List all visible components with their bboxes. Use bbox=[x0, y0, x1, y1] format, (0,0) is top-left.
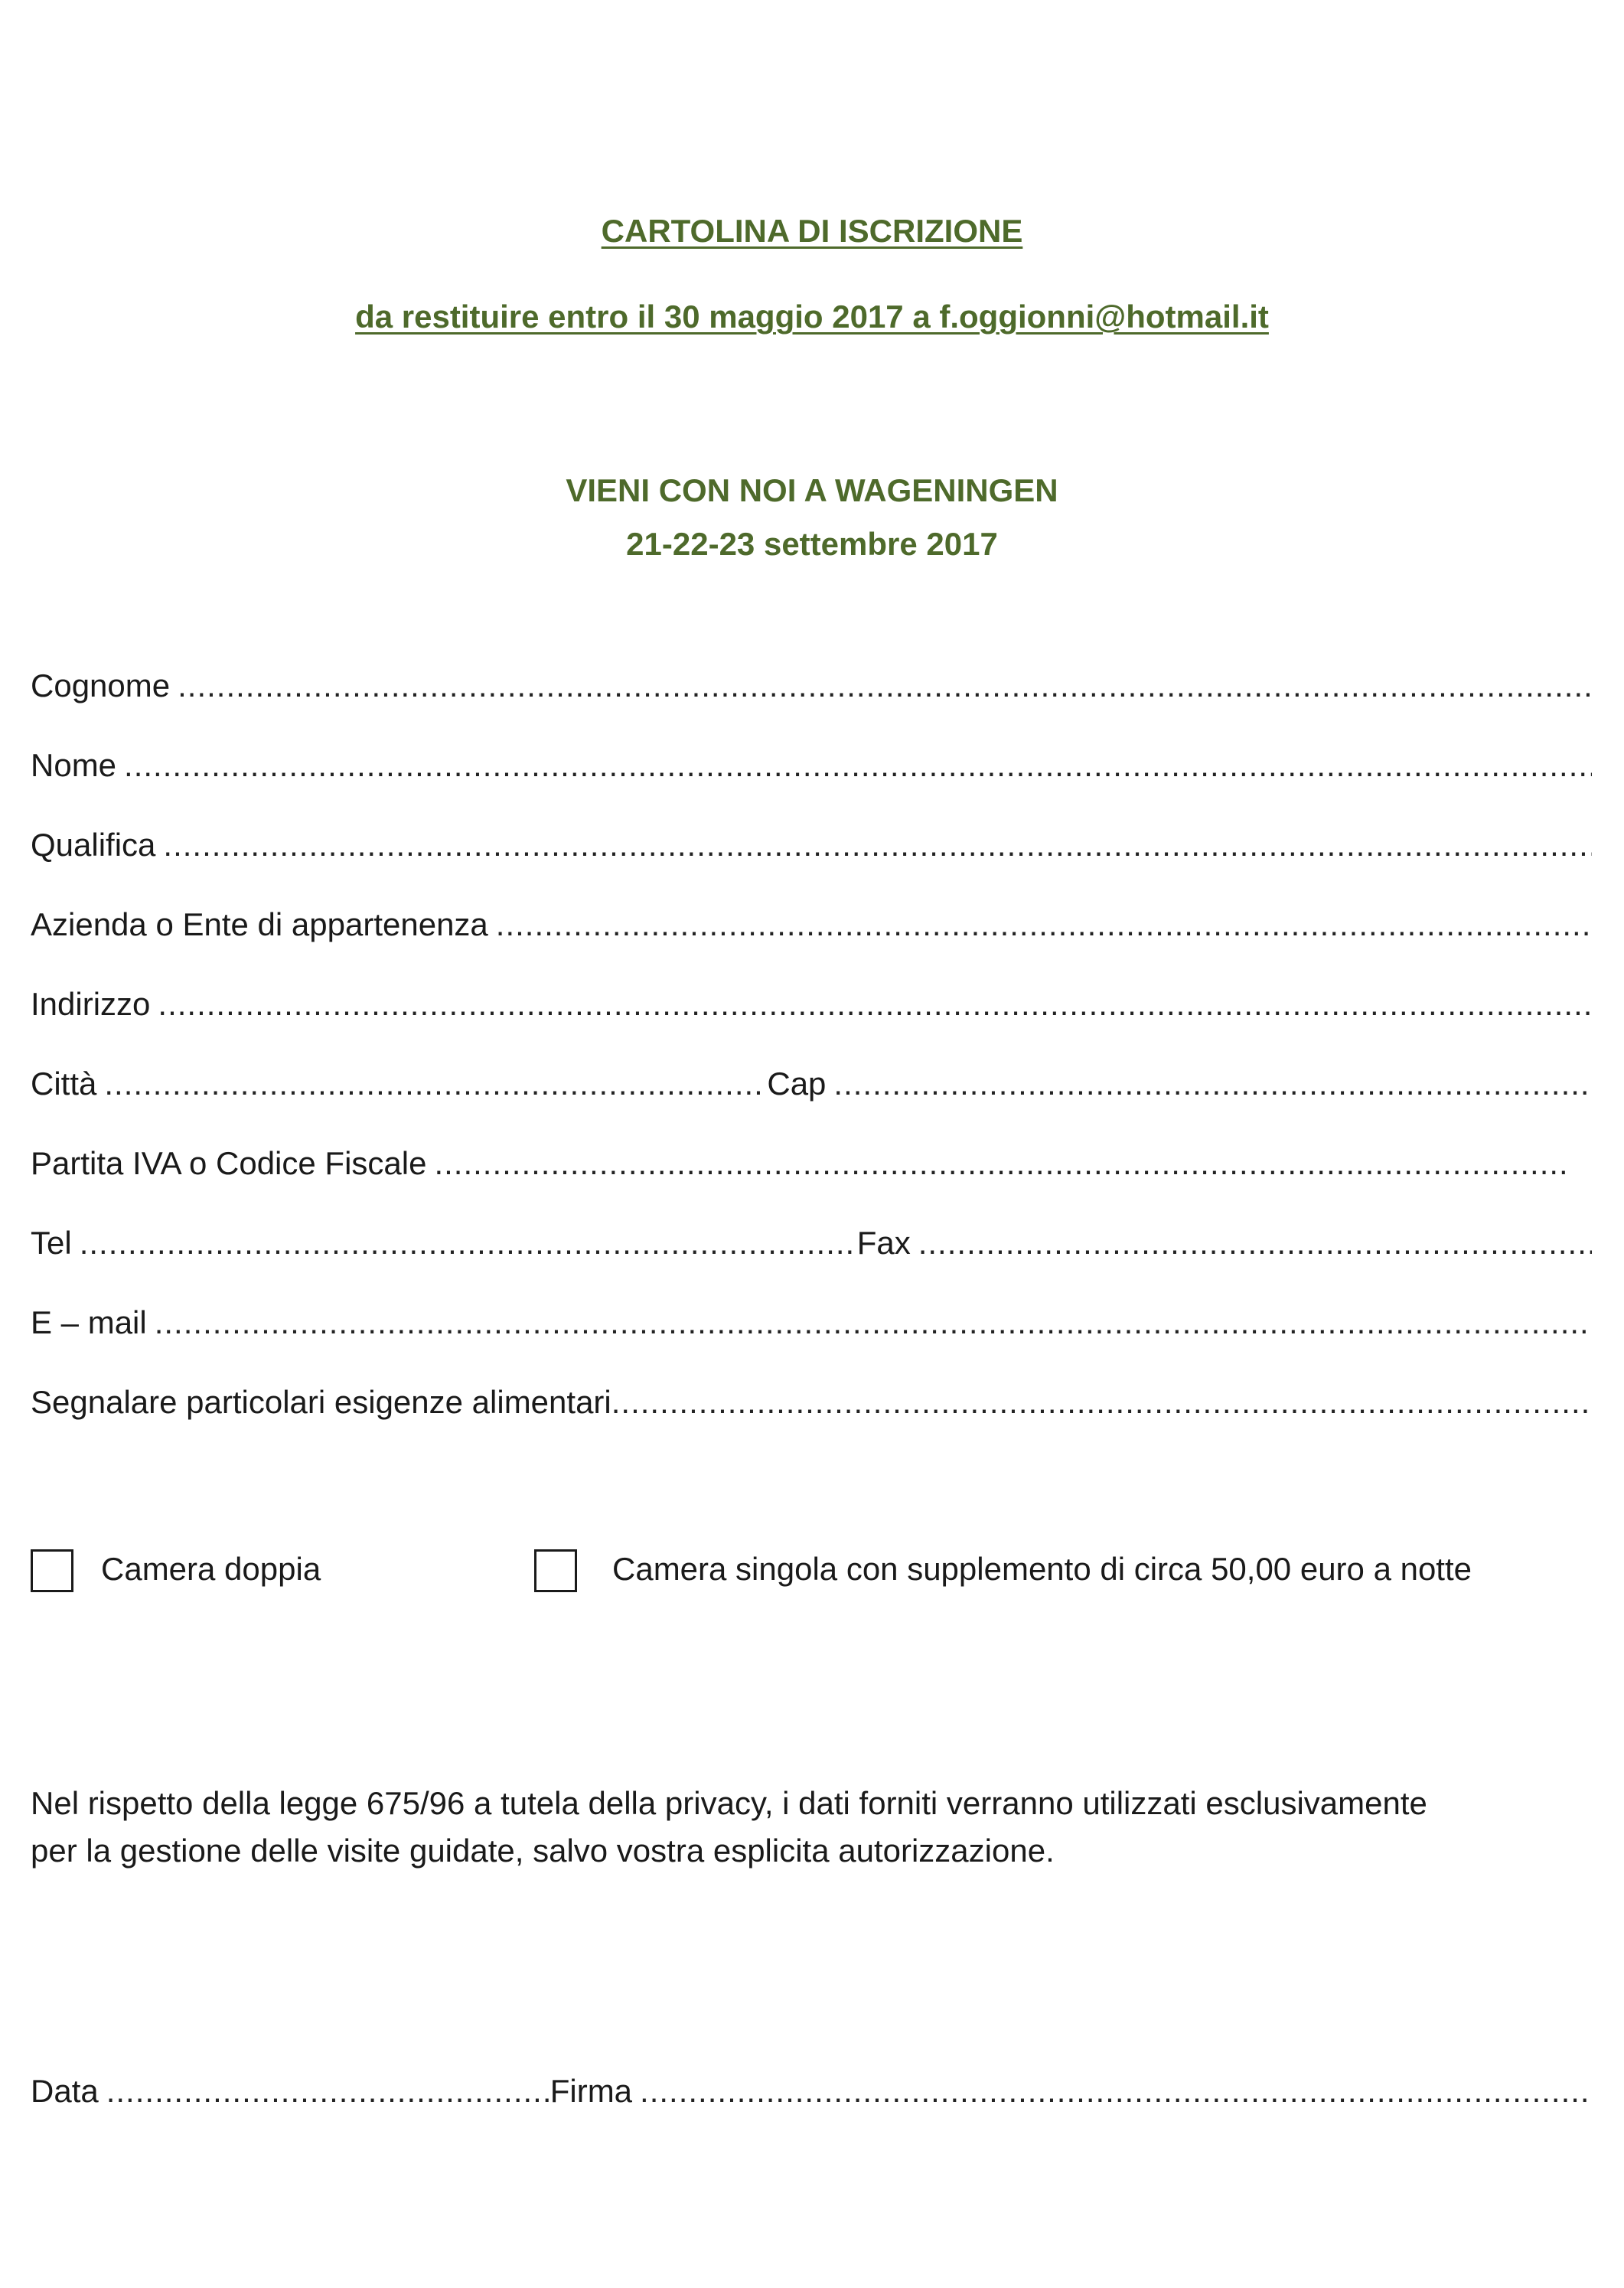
signature-row[interactable] bbox=[31, 2073, 1592, 2119]
azienda-label: Azienda o Ente di appartenenza bbox=[31, 906, 488, 942]
indirizzo-blank[interactable] bbox=[158, 986, 1592, 1023]
data-blank[interactable] bbox=[106, 2073, 550, 2110]
return-deadline bbox=[0, 299, 1624, 335]
cognome-label: Cognome bbox=[31, 667, 171, 703]
fax-blank[interactable] bbox=[918, 1225, 1592, 1262]
privacy-line-2: per la gestione delle visite guidate, salvo vostra esplicita autorizzazione. bbox=[31, 1833, 1055, 1869]
tel-label: Tel bbox=[31, 1225, 72, 1261]
partita-iva-blank[interactable] bbox=[434, 1145, 1569, 1182]
firma-label: Firma bbox=[549, 2073, 633, 2109]
camera-doppia-label: Camera doppia bbox=[101, 1551, 321, 1587]
qualifica-blank[interactable] bbox=[163, 827, 1592, 863]
qualifica-label: Qualifica bbox=[31, 827, 156, 863]
privacy-line-1: Nel rispetto della legge 675/96 a tutela della privacy, i dati forniti verranno utilizzati esclusivamente bbox=[31, 1785, 1427, 1821]
email-blank[interactable] bbox=[155, 1304, 1592, 1341]
email-field[interactable] bbox=[31, 1304, 1592, 1350]
cognome-field[interactable] bbox=[31, 667, 1592, 713]
email-label: E – mail bbox=[31, 1304, 147, 1340]
firma-blank[interactable] bbox=[640, 2073, 1592, 2110]
esigenze-label: Segnalare particolari esigenze alimentari bbox=[31, 1384, 611, 1420]
citta-blank[interactable] bbox=[104, 1066, 762, 1102]
event-title: VIENI CON NOI A WAGENINGEN bbox=[566, 472, 1058, 508]
cognome-blank[interactable] bbox=[178, 667, 1592, 704]
esigenze-blank[interactable] bbox=[611, 1384, 1592, 1421]
indirizzo-field[interactable] bbox=[31, 986, 1592, 1032]
camera-singola-label: Camera singola con supplemento di circa 50,00 euro a notte bbox=[612, 1551, 1472, 1587]
partita-iva-label: Partita IVA o Codice Fiscale bbox=[31, 1145, 427, 1181]
nome-blank[interactable] bbox=[124, 747, 1592, 784]
form-title-text: CARTOLINA DI ISCRIZIONE bbox=[601, 213, 1023, 249]
camera-doppia-checkbox[interactable] bbox=[31, 1549, 73, 1592]
data-label: Data bbox=[31, 2073, 99, 2109]
citta-label: Città bbox=[31, 1066, 97, 1102]
tel-blank[interactable] bbox=[80, 1225, 853, 1262]
tel-fax-field[interactable] bbox=[31, 1225, 1592, 1271]
return-deadline-text: da restituire entro il 30 maggio 2017 a f.oggionni@hotmail.it bbox=[355, 299, 1269, 335]
fax-label: Fax bbox=[856, 1225, 911, 1261]
event-dates: 21-22-23 settembre 2017 bbox=[626, 526, 998, 562]
nome-field[interactable] bbox=[31, 747, 1592, 793]
azienda-field[interactable] bbox=[31, 906, 1592, 952]
form-title bbox=[0, 213, 1624, 250]
privacy-notice bbox=[31, 1780, 1600, 1875]
cap-label: Cap bbox=[767, 1066, 827, 1102]
indirizzo-label: Indirizzo bbox=[31, 986, 151, 1022]
camera-singola-checkbox[interactable] bbox=[534, 1549, 577, 1592]
azienda-blank[interactable] bbox=[496, 906, 1592, 943]
room-options bbox=[31, 1546, 1592, 1600]
partita-iva-field[interactable] bbox=[31, 1145, 1592, 1191]
qualifica-field[interactable] bbox=[31, 827, 1592, 873]
cap-blank[interactable] bbox=[833, 1066, 1592, 1102]
citta-cap-field[interactable] bbox=[31, 1066, 1592, 1111]
esigenze-field[interactable] bbox=[31, 1384, 1592, 1430]
nome-label: Nome bbox=[31, 747, 117, 783]
